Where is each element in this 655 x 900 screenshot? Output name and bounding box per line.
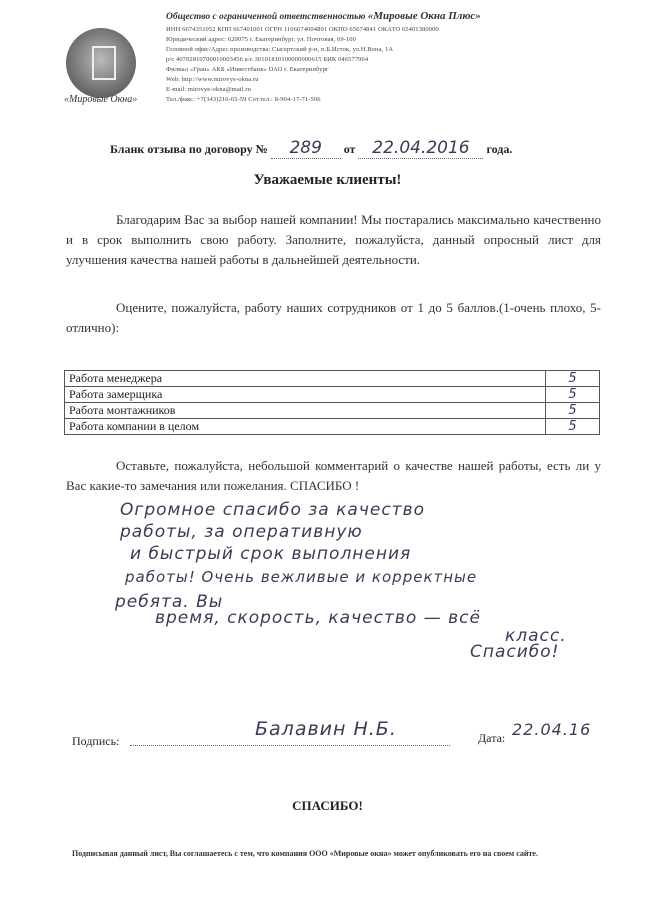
contract-date: 22.04.2016 <box>358 138 483 159</box>
date-label: Дата: <box>478 731 506 745</box>
handwritten-comment-line: Огромное спасибо за качество <box>120 500 425 520</box>
table-row <box>65 419 600 435</box>
rating-score: 5 <box>546 403 600 419</box>
window-icon <box>92 46 116 80</box>
form-number-line <box>110 138 512 159</box>
logo-caption: «Мировые Окна» <box>64 94 138 105</box>
handwritten-comment-line: время, скорость, качество — всё <box>155 608 481 628</box>
handwritten-comment-line: и быстрый срок выполнения <box>130 544 412 564</box>
requisites-line: Юридический адрес: 620075 г. Екатеринбург, ул. Почтовая, 69-100 <box>166 36 357 43</box>
company-name: «Мировые Окна Плюс» <box>367 10 481 22</box>
requisites-line: р/с 40702810700010003456 к/с 30101810100000000615 БИК 046577964 <box>166 56 369 63</box>
company-title <box>166 10 481 22</box>
handwritten-comment-line: работы, за оперативную <box>120 522 363 542</box>
signature-line <box>130 745 450 746</box>
email-line: E-mail: mirovye-okna@mail.ru <box>166 86 251 93</box>
handwritten-comment-line: класс. <box>505 626 567 646</box>
table-row <box>65 371 600 387</box>
phone-line: Тел./факс: +7(343)216-65-59 Сот.тел.: 8-904-17-71-506 <box>166 96 321 103</box>
company-prefix: Общество с ограниченной ответственностью <box>166 12 366 22</box>
rating-score: 5 <box>546 371 600 387</box>
requisites-line: Филиал «Гран» АКБ «Инвестбанк» ОАО г. Екатеринбург <box>166 66 329 73</box>
handwritten-signature: Балавин Н.Б. <box>255 718 397 740</box>
form-label: Бланк отзыва по договору № <box>110 142 268 156</box>
table-row <box>65 403 600 419</box>
rating-label: Работа менеджера <box>65 371 546 387</box>
contract-number: 289 <box>271 138 341 159</box>
handwritten-comment-line: работы! Очень вежливые и корректные <box>125 568 478 586</box>
footer-consent: Подписывая данный лист, Вы соглашаетесь с тем, что компания ООО «Мировые окна» может опубликовать его на своем сайте. <box>72 849 538 858</box>
rating-label: Работа компании в целом <box>65 419 546 435</box>
rating-label: Работа монтажников <box>65 403 546 419</box>
comment-prompt: Оставьте, пожалуйста, небольшой комментарий о качестве нашей работы, есть ли у Вас какие-то замечания или пожелания. СПАСИБО ! <box>66 458 601 493</box>
requisites-line: Головной офис/Адрес производства: Сысертский р-н, п.Б.Исток, ул.Н.Вона, 1А <box>166 46 394 53</box>
rating-score: 5 <box>546 419 600 435</box>
rating-label: Работа замерщика <box>65 387 546 403</box>
handwritten-comment-line: ребята. Вы <box>115 592 224 612</box>
thanks-heading: СПАСИБО! <box>292 798 363 813</box>
rating-score: 5 <box>546 387 600 403</box>
table-row <box>65 387 600 403</box>
page-title: Уважаемые клиенты! <box>253 172 402 188</box>
year-suffix: года. <box>486 142 513 156</box>
from-label: от <box>343 142 356 156</box>
signature-date: 22.04.16 <box>512 720 592 739</box>
website-line: Web: http://www.mirovye-okna.ru <box>166 76 259 83</box>
ratings-table <box>64 370 600 435</box>
requisites-line: ИНН 6674351052 КПП 667401001 ОГРН 1106674004891 ОКПО 65674841 ОКАТО 65401380000 <box>166 26 439 33</box>
handwritten-comment-line: Спасибо! <box>470 642 560 662</box>
rating-prompt: Оцените, пожалуйста, работу наших сотрудников от 1 до 5 баллов.(1-очень плохо, 5-отлично): <box>66 300 601 335</box>
intro-text: Благодарим Вас за выбор нашей компании! Мы постарались максимально качественно и в срок выполнить свою работу. Заполните, пожалуйста, данный опросный лист для улучшения качества нашей работы в дальнейшей деятельности. <box>66 212 601 267</box>
signature-label: Подпись: <box>72 734 120 748</box>
